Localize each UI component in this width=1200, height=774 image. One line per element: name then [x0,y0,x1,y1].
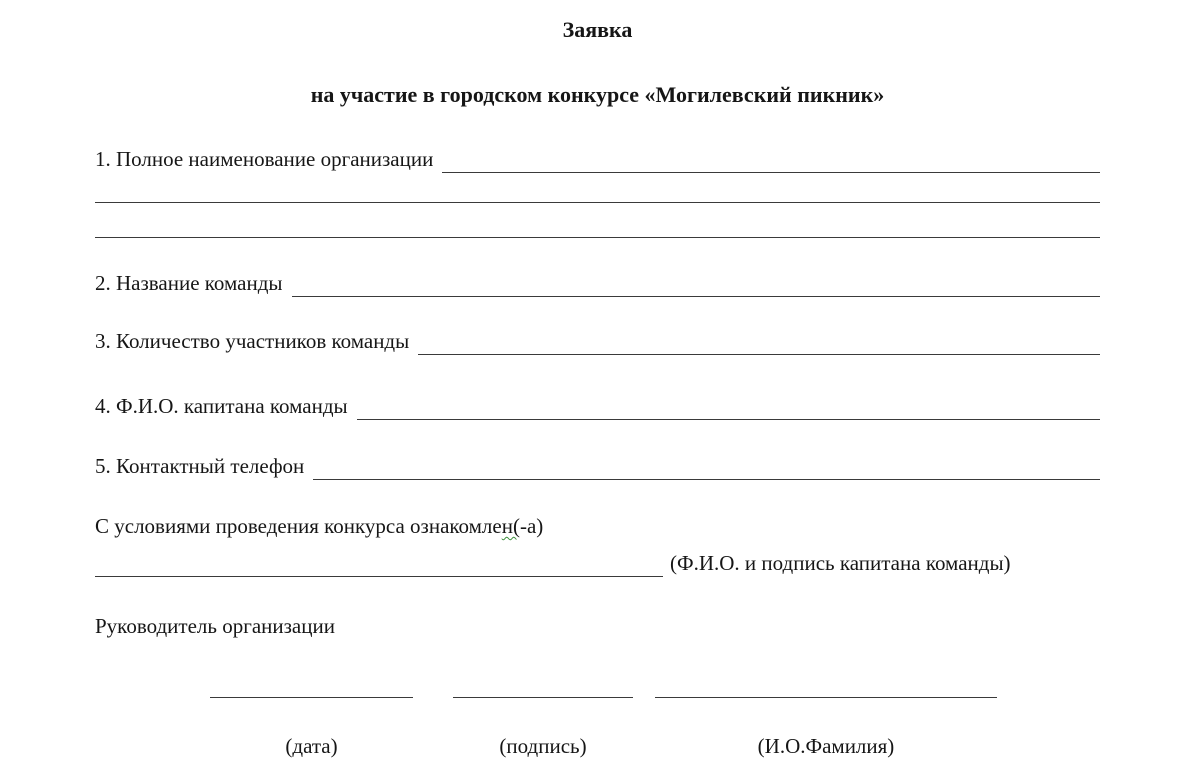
signature-captions-row [95,732,1100,760]
field-team-name-line[interactable] [292,271,1100,297]
field-team-name-label: 2. Название команды [95,271,283,295]
document-title: Заявка [562,17,633,42]
signature-caption-signature: (подпись) [499,734,587,758]
field-captain-name-line[interactable] [357,394,1100,420]
field-phone-line[interactable] [313,454,1100,480]
document-subtitle: на участие в городском конкурсе «Могилевский пикник» [310,82,885,107]
field-organization [95,145,1100,173]
field-phone-label: 5. Контактный телефон [95,454,305,478]
signature-caption-date: (дата) [285,734,338,758]
signature-lines-row [95,696,1100,698]
signature-caption-name: (И.О.Фамилия) [757,734,895,758]
captain-signature-line[interactable] [95,551,663,577]
field-team-size-label: 3. Количество участников команды [95,329,410,353]
field-captain-name-label: 4. Ф.И.О. капитана команды [95,394,348,418]
acknowledgment-signature-row [95,549,1100,577]
field-team-size [95,327,1100,355]
acknowledgment-text-pre: С условиями проведения конкурса ознакомле [95,514,502,538]
field-organization-label: 1. Полное наименование организации [95,147,434,171]
field-organization-line[interactable] [442,147,1100,173]
captain-signature-caption: (Ф.И.О. и подпись капитана команды) [670,551,1011,575]
spellcheck-squiggle: н( [501,514,520,538]
signature-line-date[interactable] [210,696,413,698]
signature-line-signature[interactable] [453,696,633,698]
field-captain-name [95,392,1100,420]
field-organization-line-3[interactable] [95,203,1100,238]
field-team-name [95,269,1100,297]
acknowledgment-text-post: -а) [519,514,544,538]
signature-line-name[interactable] [655,696,997,698]
acknowledgment-text [95,512,1100,540]
head-of-organization-label: Руководитель организации [95,614,335,638]
field-organization-line-2[interactable] [95,173,1100,203]
field-phone [95,452,1100,480]
field-team-size-line[interactable] [418,329,1100,355]
